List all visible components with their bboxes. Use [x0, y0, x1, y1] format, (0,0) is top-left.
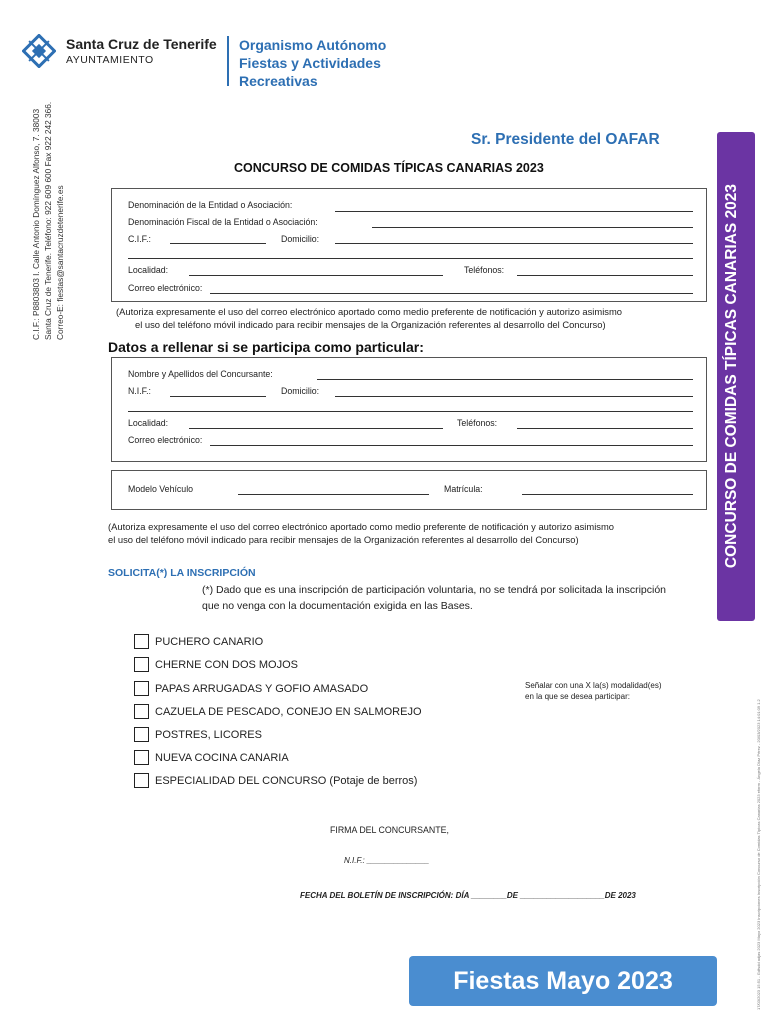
- particular-nif-field[interactable]: [170, 396, 266, 397]
- entity-fiscal-name-label: Denominación Fiscal de la Entidad o Asociación:: [128, 217, 318, 227]
- city-subtitle: AYUNTAMIENTO: [66, 54, 154, 66]
- checkbox[interactable]: [134, 681, 149, 696]
- option-label: CHERNE CON DOS MOJOS: [155, 658, 299, 671]
- authorize-note-2: [108, 521, 614, 546]
- event-badge: Fiestas Mayo 2023: [409, 956, 717, 1006]
- particular-email-label: Correo electrónico:: [128, 435, 203, 445]
- option-label: POSTRES, LICORES: [155, 728, 262, 741]
- checkbox[interactable]: [134, 634, 149, 649]
- entity-address-field[interactable]: [335, 243, 693, 244]
- checkbox[interactable]: [134, 750, 149, 765]
- authorize-note-line: (Autoriza expresamente el uso del correo electrónico aportado como medio preferente de notificación y autorizo asimismo: [116, 306, 622, 317]
- option-nueva-cocina[interactable]: [134, 750, 289, 765]
- request-note: (*) Dado que es una inscripción de participación voluntaria, no se tendrá por solicitada la inscripción que no venga con la documentación exigida en las Bases.: [202, 584, 667, 612]
- checkbox[interactable]: [134, 704, 149, 719]
- authorize-note-line: el uso del teléfono móvil indicado para recibir mensajes de la Organización referentes al desarrollo del Concurso): [135, 318, 606, 330]
- entity-city-field[interactable]: [189, 275, 443, 276]
- city-name: Santa Cruz de Tenerife: [66, 36, 217, 52]
- city-logo-icon: [22, 34, 56, 68]
- select-instructions-line: Señalar con una X la(s) modalidad(es): [525, 681, 662, 690]
- entity-name-label: Denominación de la Entidad o Asociación:: [128, 200, 293, 210]
- entity-email-label: Correo electrónico:: [128, 283, 203, 293]
- particular-email-field[interactable]: [210, 445, 693, 446]
- particular-city-field[interactable]: [189, 428, 443, 429]
- side-contact-line: Correo-E: fiestas@santacruzdetenerife.es: [55, 185, 65, 340]
- option-cherne[interactable]: [134, 657, 298, 672]
- particular-section-title: Datos a rellenar si se participa como particular:: [108, 339, 424, 355]
- option-papas[interactable]: [134, 681, 368, 696]
- side-contact-line: Santa Cruz de Tenerife. Teléfono: 922 609 600 Fax 922 242 366.: [43, 101, 53, 340]
- particular-name-label: Nombre y Apellidos del Concursante:: [128, 369, 273, 379]
- checkbox[interactable]: [134, 727, 149, 742]
- checkbox[interactable]: [134, 773, 149, 788]
- request-title: SOLICITA(*) LA INSCRIPCIÓN: [108, 567, 256, 579]
- particular-address-field-2[interactable]: [128, 411, 693, 412]
- select-instructions: [525, 681, 662, 702]
- option-label: ESPECIALIDAD DEL CONCURSO (Potaje de berros): [155, 774, 418, 787]
- option-especialidad[interactable]: [134, 773, 417, 788]
- signature-nif[interactable]: N.I.F.: ______________: [344, 856, 430, 865]
- entity-fiscal-name-field[interactable]: [372, 227, 693, 228]
- entity-phone-label: Teléfonos:: [464, 265, 505, 275]
- registration-date[interactable]: FECHA DEL BOLETÍN DE INSCRIPCIÓN: DÍA ________DE ___________________DE 2023: [300, 891, 636, 900]
- option-label: PAPAS ARRUGADAS Y GOFIO AMASADO: [155, 682, 369, 695]
- vehicle-model-field[interactable]: [238, 494, 429, 495]
- entity-cif-field[interactable]: [170, 243, 266, 244]
- checkbox[interactable]: [134, 657, 149, 672]
- vehicle-plate-field[interactable]: [522, 494, 693, 495]
- option-label: NUEVA COCINA CANARIA: [155, 751, 289, 764]
- vehicle-plate-label: Matrícula:: [444, 484, 483, 494]
- particular-city-label: Localidad:: [128, 418, 169, 428]
- signature-label: FIRMA DEL CONCURSANTE,: [330, 825, 449, 835]
- option-cazuela[interactable]: [134, 704, 422, 719]
- particular-nif-label: N.I.F.:: [128, 386, 151, 396]
- entity-email-field[interactable]: [210, 293, 693, 294]
- entity-phone-field[interactable]: [517, 275, 693, 276]
- org-line-1: Organismo Autónomo: [239, 37, 387, 53]
- page-title: CONCURSO DE COMIDAS TÍPICAS CANARIAS 2023: [234, 161, 544, 175]
- particular-name-field[interactable]: [317, 379, 693, 380]
- option-postres[interactable]: [134, 727, 262, 742]
- addressee: Sr. Presidente del OAFAR: [471, 131, 660, 148]
- option-label: PUCHERO CANARIO: [155, 635, 264, 648]
- option-puchero[interactable]: [134, 634, 263, 649]
- vehicle-form-box: [111, 470, 707, 510]
- entity-cif-label: C.I.F.:: [128, 234, 151, 244]
- particular-address-field[interactable]: [335, 396, 693, 397]
- authorize-note-line: (Autoriza expresamente el uso del correo electrónico aportado como medio preferente de notificación y autorizo asimismo: [108, 521, 614, 532]
- org-line-3: Recreativas: [239, 73, 318, 89]
- side-contact-info: [30, 80, 66, 340]
- authorize-note-line: el uso del teléfono móvil indicado para recibir mensajes de la Organización referentes al desarrollo del Concurso): [108, 533, 579, 545]
- authorize-note: [116, 306, 622, 331]
- option-label: CAZUELA DE PESCADO, CONEJO EN SALMOREJO: [155, 705, 422, 718]
- particular-address-label: Domicilio:: [281, 386, 320, 396]
- side-footnote: 17/03/2023 15:51 - Gdfsdd adjas 2023 Mayo 2023 Inscripciones Inscripción Concurso de Comidas Típicas Canarias 2023 eform - Ángela Díaz Pérez - 20/03/2023 14:01:09 1.2: [756, 699, 761, 1010]
- particular-phone-label: Teléfonos:: [457, 418, 498, 428]
- side-title-text: CONCURSO DE COMIDAS TÍPICAS CANARIAS 2023: [723, 183, 740, 569]
- vehicle-model-label: Modelo Vehículo: [128, 484, 194, 494]
- entity-address-field-2[interactable]: [128, 258, 693, 259]
- entity-city-label: Localidad:: [128, 265, 169, 275]
- select-instructions-line: en la que se desea participar:: [525, 691, 630, 701]
- particular-phone-field[interactable]: [517, 428, 693, 429]
- side-title-band: [717, 132, 755, 621]
- logo-separator: [227, 36, 229, 86]
- org-line-2: Fiestas y Actividades: [239, 55, 381, 71]
- entity-address-label: Domicilio:: [281, 234, 320, 244]
- entity-name-field[interactable]: [335, 211, 693, 212]
- side-contact-line: C.I.F.: P8803803 I. Calle Antonio Domínguez Alfonso, 7. 38003: [31, 108, 41, 340]
